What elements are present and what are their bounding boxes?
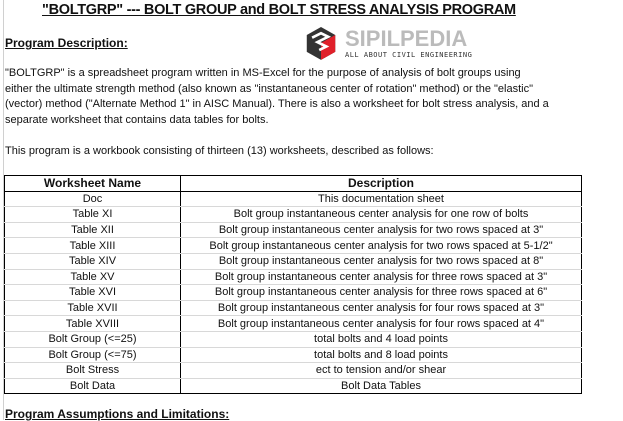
worksheet-description: Bolt group instantaneous center analysis for four rows spaced at 3" (181, 300, 582, 316)
worksheet-name: Table XIII (5, 238, 181, 254)
description-heading: Program Description: (5, 36, 128, 50)
column-header-name: Worksheet Name (5, 176, 181, 192)
table-row (5, 222, 582, 238)
worksheet-description: Bolt group instantaneous center analysis for four rows spaced at 4" (181, 316, 582, 332)
worksheet-name: Bolt Stress (5, 363, 181, 379)
worksheet-name: Table XVII (5, 300, 181, 316)
table-header-row (5, 176, 582, 192)
table-row (5, 363, 582, 379)
table-row (5, 378, 582, 394)
worksheet-name: Bolt Data (5, 378, 181, 394)
table-row (5, 269, 582, 285)
column-header-description: Description (181, 176, 582, 192)
watermark-name: SIPILPEDIA (345, 25, 468, 51)
worksheet-name: Table XIV (5, 253, 181, 269)
worksheet-name: Table XII (5, 222, 181, 238)
worksheet-table (4, 175, 582, 394)
table-row (5, 238, 582, 254)
description-line: (vector) method ("Alternate Method 1" in AISC Manual). There is also a worksheet for bolt stress analysis, and a (5, 98, 549, 111)
page-title: "BOLTGRP" --- BOLT GROUP and BOLT STRESS ANALYSIS PROGRAM (42, 2, 516, 18)
worksheet-description: Bolt group instantaneous center analysis for three rows spaced at 3" (181, 269, 582, 285)
description-line: either the ultimate strength method (also known as "instantaneous center of rotation" method) or the "elastic" (5, 82, 534, 95)
worksheet-description: This documentation sheet (181, 191, 582, 207)
worksheet-name: Table XVI (5, 285, 181, 301)
table-row (5, 316, 582, 332)
worksheet-description: Bolt group instantaneous center analysis for two rows spaced at 5-1/2" (181, 238, 582, 254)
table-row (5, 285, 582, 301)
description-line: separate worksheet that contains data tables for bolts. (5, 113, 269, 126)
worksheet-description: Bolt group instantaneous center analysis for three rows spaced at 6" (181, 285, 582, 301)
description-line: "BOLTGRP" is a spreadsheet program written in MS-Excel for the purpose of analysis of bolt groups using (5, 67, 521, 79)
worksheet-name: Bolt Group (<=75) (5, 347, 181, 363)
assumptions-heading: Program Assumptions and Limitations: (5, 407, 230, 421)
worksheet-description: Bolt group instantaneous center analysis for two rows spaced at 8" (181, 253, 582, 269)
table-row (5, 207, 582, 223)
workbook-line: This program is a workbook consisting of thirteen (13) worksheets, described as follows: (5, 145, 434, 157)
worksheet-name: Table XV (5, 269, 181, 285)
table-row (5, 191, 582, 207)
table-row (5, 253, 582, 269)
worksheet-description: Bolt group instantaneous center analysis for one row of bolts (181, 207, 582, 223)
worksheet-description: total bolts and 8 load points (181, 347, 582, 363)
worksheet-name: Table XVIII (5, 316, 181, 332)
worksheet-description: Bolt group instantaneous center analysis for two rows spaced at 3" (181, 222, 582, 238)
watermark-tagline: ALL ABOUT CIVIL ENGINEERING (345, 50, 473, 59)
table-row (5, 331, 582, 347)
worksheet-description: Bolt Data Tables (181, 378, 582, 394)
worksheet-description: ect to tension and/or shear (181, 363, 582, 379)
worksheet-description: total bolts and 4 load points (181, 331, 582, 347)
watermark (300, 23, 500, 63)
worksheet-name: Doc (5, 191, 181, 207)
table-row (5, 300, 582, 316)
worksheet-name: Table XI (5, 207, 181, 223)
table-row (5, 347, 582, 363)
worksheet-name: Bolt Group (<=25) (5, 331, 181, 347)
description-text (5, 66, 605, 128)
sipilpedia-logo-icon (305, 25, 337, 61)
